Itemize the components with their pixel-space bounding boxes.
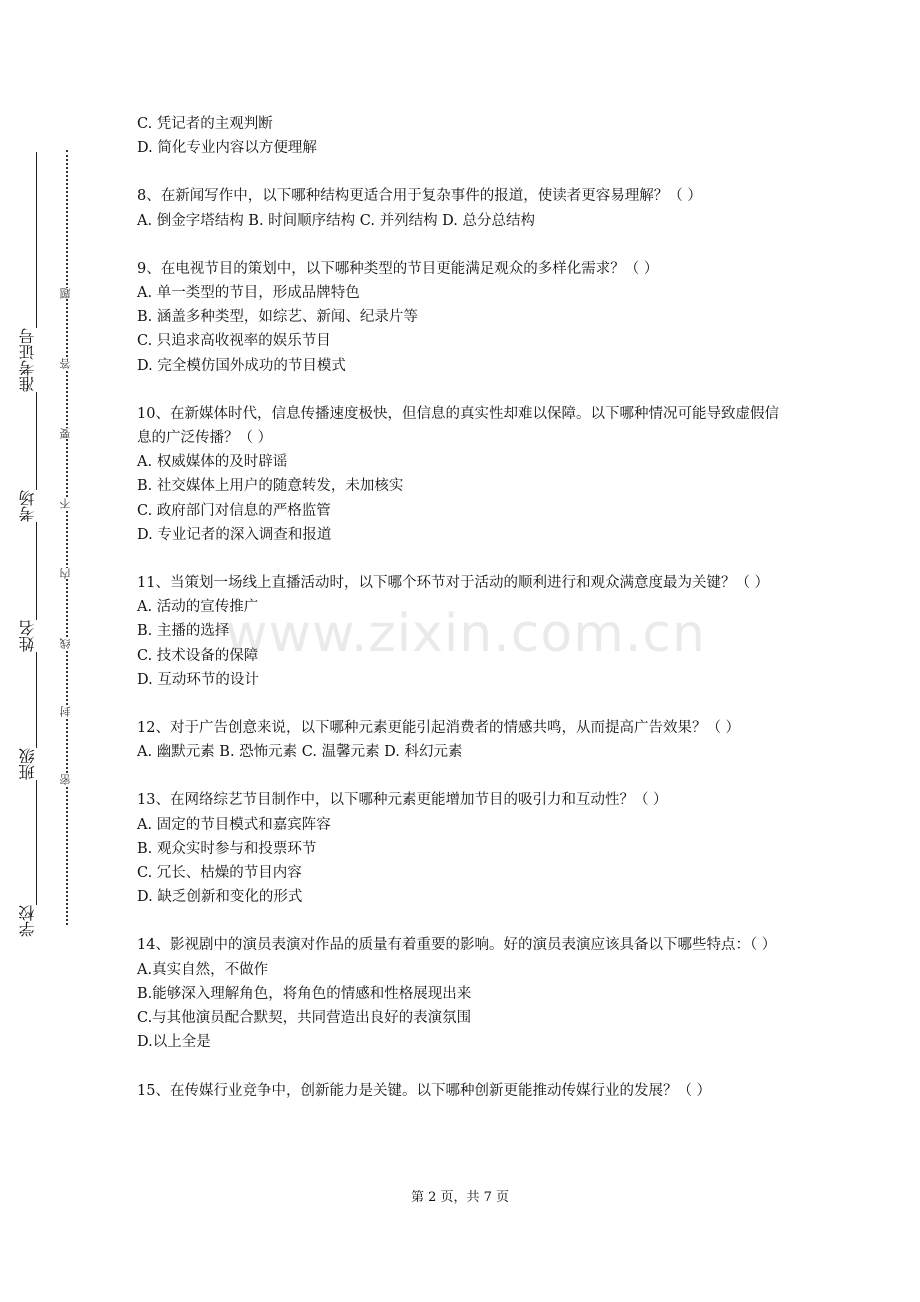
question-text: 12、对于广告创意来说，以下哪种元素更能引起消费者的情感共鸣，从而提高广告效果？（ ） bbox=[137, 720, 741, 737]
binding-solid-line bbox=[36, 152, 37, 922]
watermark: www.zixin.com.cn bbox=[225, 604, 706, 664]
option-line: D. 缺乏创新和变化的形式 bbox=[137, 889, 303, 906]
question-text: 8、在新闻写作中，以下哪种结构更适合用于复杂事件的报道，使读者更容易理解？（ ） bbox=[137, 188, 702, 205]
question-15 bbox=[137, 1079, 787, 1103]
question-9 bbox=[137, 257, 787, 378]
question-11 bbox=[137, 571, 787, 692]
seal-char: 题 bbox=[59, 288, 72, 299]
option-line: B.能够深入理解角色，将角色的情感和性格展现出来 bbox=[137, 985, 472, 1002]
option-line: B. 观众实时参与和投票环节 bbox=[137, 840, 317, 857]
question-text: 11、当策划一场线上直播活动时，以下哪个环节对于活动的顺利进行和观众满意度最为关键？（ ） bbox=[137, 575, 770, 592]
option-line: A. 固定的节目模式和嘉宾阵容 bbox=[137, 816, 331, 833]
seal-char: 线 bbox=[59, 638, 72, 649]
option-line: A. 活动的宣传推广 bbox=[137, 599, 259, 616]
option-line: D. 互动环节的设计 bbox=[137, 671, 259, 688]
question-14 bbox=[137, 933, 787, 1054]
question-text: 13、在网络综艺节目制作中，以下哪种元素更能增加节目的吸引力和互动性？（ ） bbox=[137, 792, 668, 809]
question-content bbox=[137, 112, 787, 1103]
seal-char: 答 bbox=[59, 358, 72, 369]
seal-char: 不 bbox=[59, 498, 72, 509]
option-line: A. 幽默元素 B. 恐怖元素 C. 温馨元素 D. 科幻元素 bbox=[137, 744, 463, 761]
option-line: A. 倒金字塔结构 B. 时间顺序结构 C. 并列结构 D. 总分总结构 bbox=[137, 212, 536, 229]
question-10 bbox=[137, 402, 787, 547]
option-line: B. 社交媒体上用户的随意转发，未加核实 bbox=[137, 478, 404, 495]
label-admission-number: 准考证号 bbox=[18, 328, 37, 392]
option-line: C. 技术设备的保障 bbox=[137, 647, 259, 664]
question-8 bbox=[137, 184, 787, 232]
page-number-footer: 第 2 页，共 7 页 bbox=[410, 1190, 510, 1205]
seal-char: 密 bbox=[59, 774, 72, 785]
seal-char: 内 bbox=[59, 568, 72, 579]
option-line: C. 政府部门对信息的严格监管 bbox=[137, 502, 331, 519]
question-text: 14、影视剧中的演员表演对作品的质量有着重要的影响。好的演员表演应该具备以下哪些特点：（ ） bbox=[137, 937, 777, 954]
question-text: 10、在新媒体时代，信息传播速度极快，但信息的真实性却难以保障。以下哪种情况可能导致虚假信息的广泛传播？（ ） bbox=[137, 405, 779, 447]
option-line: B. 涵盖多种类型，如综艺、新闻、纪录片等 bbox=[137, 309, 418, 326]
question-text: 15、在传媒行业竞争中，创新能力是关键。以下哪种创新更能推动传媒行业的发展？（ ） bbox=[137, 1082, 712, 1099]
seal-char: 要 bbox=[59, 428, 72, 439]
continued-options bbox=[137, 112, 787, 160]
label-school: 学校 bbox=[18, 905, 37, 937]
label-class: 班级 bbox=[18, 748, 37, 780]
option-line: A. 单一类型的节目，形成品牌特色 bbox=[137, 285, 360, 302]
option-line: A. 权威媒体的及时辟谣 bbox=[137, 454, 288, 471]
option-line: C. 冗长、枯燥的节目内容 bbox=[137, 865, 302, 882]
option-line: C. 凭记者的主观判断 bbox=[137, 116, 273, 132]
option-line: D. 专业记者的深入调查和报道 bbox=[137, 526, 332, 543]
binding-margin bbox=[0, 0, 110, 1302]
question-13 bbox=[137, 788, 787, 909]
label-exam-room: 考场 bbox=[18, 490, 37, 522]
option-line: B. 主播的选择 bbox=[137, 623, 230, 640]
question-text: 9、在电视节目的策划中，以下哪种类型的节目更能满足观众的多样化需求？（ ） bbox=[137, 260, 659, 277]
option-line: C.与其他演员配合默契，共同营造出良好的表演氛围 bbox=[137, 1010, 472, 1027]
option-line: A.真实自然，不做作 bbox=[137, 961, 269, 978]
seal-dotted-line bbox=[66, 150, 68, 925]
option-line: D.以上全是 bbox=[137, 1034, 211, 1051]
option-line: D. 简化专业内容以方便理解 bbox=[137, 140, 317, 157]
seal-char: 封 bbox=[59, 706, 72, 717]
label-name: 姓名 bbox=[18, 620, 37, 652]
question-12 bbox=[137, 716, 787, 764]
option-line: C. 只追求高收视率的娱乐节目 bbox=[137, 333, 331, 350]
option-line: D. 完全模仿国外成功的节目模式 bbox=[137, 357, 346, 374]
